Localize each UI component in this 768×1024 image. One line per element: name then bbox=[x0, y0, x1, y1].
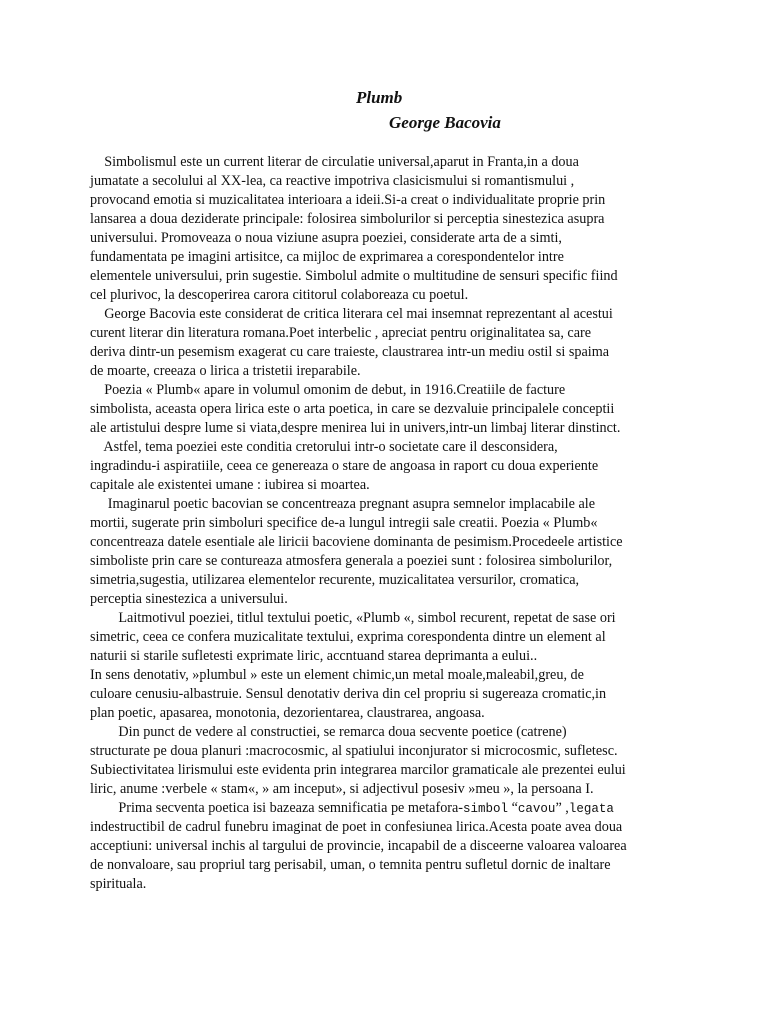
text-line: simboliste prin care se contureaza atmosfera generala a poeziei sunt : folosirea simbolurilor, bbox=[90, 553, 613, 569]
text-line: liric, anume :verbele « stam«, » am inceput», si adjectivul posesiv »meu », la persoana I. bbox=[90, 781, 594, 797]
text-line: indestructibil de cadrul funebru imaginat de poet in confesiunea lirica.Acesta poate avea doua bbox=[90, 819, 623, 835]
text-line: spirituala. bbox=[90, 876, 147, 892]
text-line: deriva dintr-un pesemism exagerat cu care traieste, claustrarea intr-un mediu ostil si spaima bbox=[90, 344, 610, 360]
text-line: fundamentata pe imagini artisitce, ca mijloc de exprimarea a corespondentelor intre bbox=[90, 249, 564, 265]
text-line: George Bacovia este considerat de critica literara cel mai insemnat reprezentant al acestui bbox=[90, 306, 613, 322]
text-line: perceptia sinestezica a universului. bbox=[90, 591, 288, 607]
text-line: universului. Promoveaza o noua viziune asupra poeziei, considerate arta de a simti, bbox=[90, 230, 562, 246]
text-line: cel plurivoc, la descoperirea carora cititorul colaboreaza cu poetul. bbox=[90, 287, 469, 303]
text-line: Laitmotivul poeziei, titlul textului poetic, «Plumb «, simbol recurent, repetat de sase ori bbox=[90, 610, 616, 626]
text-line: Simbolismul este un current literar de circulatie universal,aparut in Franta,in a doua bbox=[90, 154, 579, 170]
text-line: Imaginarul poetic bacovian se concentreaza pregnant asupra semnelor implacabile ale bbox=[90, 496, 596, 512]
mono-segment: legata bbox=[568, 802, 614, 816]
mono-segment: simbol bbox=[463, 802, 509, 816]
text-line: ale artistului despre lume si viata,despre menirea lui in univers,intr-un limbaj literar dinstinct. bbox=[90, 420, 621, 436]
text-line: Astfel, tema poeziei este conditia cretorului intr-o societate care il desconsidera, bbox=[90, 439, 558, 455]
mono-segment: cavou bbox=[517, 802, 556, 816]
text-line: curent literar din literatura romana.Poet interbelic , apreciat pentru originalitatea sa, care bbox=[90, 325, 592, 341]
text-segment: ” , bbox=[555, 800, 569, 816]
text-line: de nonvaloare, sau propriul targ perisabil, uman, o temnita pentru sufletul dornic de inaltare bbox=[90, 857, 611, 873]
text-line: mortii, sugerate prin simboluri specifice de-a lungul intregii sale creatii. Poezia « Plumb« bbox=[90, 515, 598, 531]
text-line: naturii si starile sufletesti exprimate liric, accntuand starea deprimanta a eului.. bbox=[90, 648, 538, 664]
text-line: Poezia « Plumb« apare in volumul omonim de debut, in 1916.Creatiile de facture bbox=[90, 382, 566, 398]
text-line: ingradindu-i aspiratiile, ceea ce genereaza o stare de angoasa in raport cu doua experiente bbox=[90, 458, 599, 474]
text-line: In sens denotativ, »plumbul » este un element chimic,un metal moale,maleabil,greu, de bbox=[90, 667, 584, 683]
text-line: concentreaza datele esentiale ale liricii bacoviene dominanta de pesimism.Procedeele artistice bbox=[90, 534, 623, 550]
text-line: de moarte, creeaza o lirica a tristetii ireparabile. bbox=[90, 363, 361, 379]
text-line: Din punct de vedere al constructiei, se remarca doua secvente poetice (catrene) bbox=[90, 724, 567, 740]
text-line: Subiectivitatea lirismului este evidenta prin integrarea marcilor gramaticale ale prezentei eului bbox=[90, 762, 626, 778]
text-line: jumatate a secolului al XX-lea, ca reactive impotriva clasicismului si romantismului , bbox=[90, 173, 575, 189]
text-line: capitale ale existentei umane : iubirea si moartea. bbox=[90, 477, 370, 493]
text-line: acceptiuni: universal inchis al targului de provincie, incapabil de a disceerne valoarea valoarea bbox=[90, 838, 627, 854]
document-body bbox=[90, 153, 680, 894]
text-line: structurate pe doua planuri :macrocosmic, al spatiului inconjurator si microcosmic, sufletesc. bbox=[90, 743, 618, 759]
text-line: culoare cenusiu-albastruie. Sensul denotativ deriva din cel propriu si sugereaza cromatic,in bbox=[90, 686, 607, 702]
text-line: lansarea a doua deziderate principale: folosirea simbolurilor si perceptia sinestezica asupra bbox=[90, 211, 605, 227]
text-line: plan poetic, apasarea, monotonia, dezorientarea, claustrarea, angoasa. bbox=[90, 705, 485, 721]
text-line: provocand emotia si muzicalitatea interioara a ideii.Si-a creat o individualitate proprie prin bbox=[90, 192, 606, 208]
text-line: simetria,sugestia, utilizarea elementelor recurente, muzicalitatea versurilor, cromatica, bbox=[90, 572, 580, 588]
document-author: George Bacovia bbox=[389, 113, 501, 132]
text-segment: “ bbox=[508, 800, 518, 816]
text-line-mixed bbox=[90, 799, 680, 818]
text-line: simetric, ceea ce confera muzicalitate textului, exprima corespondenta dintre un element al bbox=[90, 629, 606, 645]
text-line: simbolista, aceasta opera lirica este o arta poetica, in care se dezvaluie principalele conceptii bbox=[90, 401, 615, 417]
document-title: Plumb bbox=[356, 88, 403, 107]
text-line: elementele universului, prin sugestie. Simbolul admite o multitudine de sensuri specific fiind bbox=[90, 268, 618, 284]
text-segment: Prima secventa poetica isi bazeaza semnificatia pe metafora- bbox=[90, 800, 464, 816]
